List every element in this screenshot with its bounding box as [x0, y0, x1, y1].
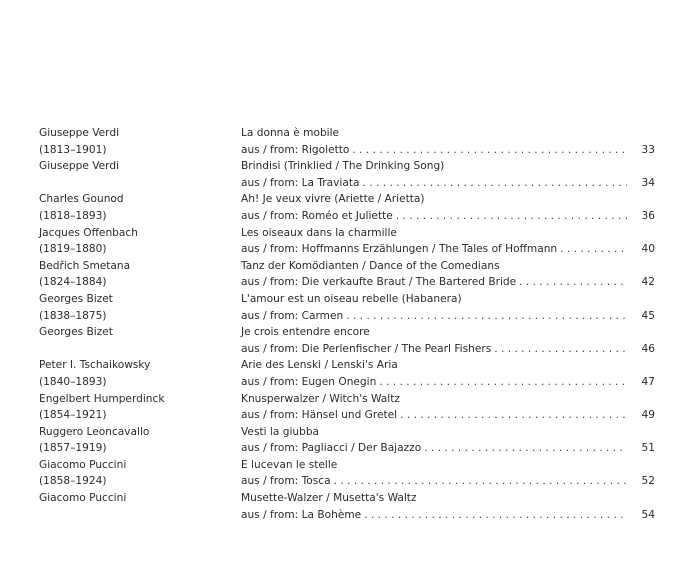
- composer: [39, 324, 234, 341]
- work: [241, 291, 655, 324]
- toc-entry: [39, 225, 655, 258]
- page-number: 36: [641, 209, 655, 222]
- work-title: Ah! Je veux vivre (Ariette / Arietta): [241, 193, 425, 206]
- work-title: Tanz der Komödianten / Dance of the Comedians: [241, 259, 500, 272]
- work-title: E lucevan le stelle: [241, 458, 338, 471]
- composer-name: Jacques Offenbach: [39, 226, 138, 239]
- composer-dates: (1838–1875): [39, 309, 107, 322]
- work: [241, 490, 655, 523]
- composer: [39, 457, 234, 490]
- work: [241, 357, 655, 390]
- composer-dates: (1857–1919): [39, 442, 107, 455]
- composer-dates: (1818–1893): [39, 209, 107, 222]
- work-title: La donna è mobile: [241, 127, 340, 139]
- dot-leader: [560, 241, 627, 258]
- toc-entry: [39, 424, 655, 457]
- dot-leader: [519, 274, 627, 291]
- toc-entry: [39, 258, 655, 291]
- work-source: aus / from: Die verkaufte Braut / The Bartered Bride: [241, 276, 517, 289]
- source-line: [241, 341, 655, 358]
- composer-name: Giacomo Puccini: [39, 458, 127, 471]
- table-of-contents: [39, 125, 655, 523]
- source-line: [241, 440, 655, 457]
- dot-leader: [364, 507, 627, 524]
- composer-name: Ruggero Leoncavallo: [39, 425, 150, 438]
- source-line: [241, 175, 655, 192]
- work: [241, 158, 655, 191]
- source-line: [241, 473, 655, 490]
- composer: [39, 291, 234, 324]
- work: [241, 424, 655, 457]
- dot-leader: [363, 175, 628, 192]
- dot-leader: [424, 440, 627, 457]
- composer: [39, 125, 234, 158]
- page-number: 42: [641, 276, 655, 289]
- composer-name: Engelbert Humperdinck: [39, 392, 165, 405]
- source-line: [241, 142, 655, 159]
- source-line: [241, 507, 655, 524]
- toc-entry: [39, 391, 655, 424]
- source-line: [241, 407, 655, 424]
- source-line: [241, 374, 655, 391]
- work-source: aus / from: Rigoletto: [241, 143, 350, 156]
- work: [241, 258, 655, 291]
- page-number: 40: [641, 243, 655, 256]
- work: [241, 391, 655, 424]
- source-line: [241, 241, 655, 258]
- dot-leader: [379, 374, 627, 391]
- work-source: aus / from: Carmen: [241, 309, 344, 322]
- composer-name: Georges Bizet: [39, 292, 113, 305]
- work-title: Brindisi (Trinklied / The Drinking Song): [241, 160, 445, 173]
- work-source: aus / from: Tosca: [241, 475, 331, 488]
- source-line: [241, 274, 655, 291]
- composer-name: Giacomo Puccini: [39, 492, 127, 505]
- work-title: Vesti la giubba: [241, 425, 320, 438]
- source-line: [241, 208, 655, 225]
- composer: [39, 258, 234, 291]
- dot-leader: [334, 473, 627, 490]
- work-title: Les oiseaux dans la charmille: [241, 226, 397, 239]
- work-source: aus / from: Hänsel und Gretel: [241, 409, 398, 422]
- work: [241, 457, 655, 490]
- composer-dates: (1813–1901): [39, 143, 107, 156]
- toc-entry: [39, 357, 655, 390]
- composer: [39, 357, 234, 390]
- work-title: Arie des Lenski / Lenski's Aria: [241, 359, 398, 372]
- page-number: 46: [641, 342, 655, 355]
- work: [241, 324, 655, 357]
- toc-entry: [39, 324, 655, 357]
- work-source: aus / from: Die Perlenfischer / The Pearl Fishers: [241, 342, 492, 355]
- work-source: aus / from: Eugen Onegin: [241, 375, 377, 388]
- composer: [39, 158, 234, 175]
- composer-name: Giuseppe Verdi: [39, 160, 120, 173]
- work: [241, 225, 655, 258]
- work-source: aus / from: Pagliacci / Der Bajazzo: [241, 442, 422, 455]
- work-title: Knusperwalzer / Witch's Waltz: [241, 392, 400, 405]
- page-number: 51: [641, 442, 655, 455]
- composer-name: Peter I. Tschaikowsky: [39, 359, 151, 372]
- composer: [39, 391, 234, 424]
- dot-leader: [494, 341, 627, 358]
- work: [241, 125, 655, 158]
- composer-dates: (1840–1893): [39, 375, 107, 388]
- work-title: L'amour est un oiseau rebelle (Habanera): [241, 292, 462, 305]
- page-number: 45: [641, 309, 655, 322]
- toc-entry: [39, 191, 655, 224]
- composer: [39, 424, 234, 457]
- page-number: 49: [641, 409, 655, 422]
- toc-entry: [39, 158, 655, 191]
- composer: [39, 191, 234, 224]
- composer: [39, 225, 234, 258]
- dot-leader: [346, 308, 627, 325]
- toc-entry: [39, 125, 655, 158]
- composer-name: Charles Gounod: [39, 193, 124, 206]
- composer: [39, 490, 234, 507]
- work-title: Je crois entendre encore: [241, 326, 370, 339]
- work-source: aus / from: La Bohème: [241, 508, 362, 521]
- work-source: aus / from: La Traviata: [241, 176, 360, 189]
- composer-dates: (1824–1884): [39, 276, 107, 289]
- toc-entry: [39, 457, 655, 490]
- work-source: aus / from: Roméo et Juliette: [241, 209, 393, 222]
- work-title: Musette-Walzer / Musetta's Waltz: [241, 492, 417, 505]
- composer-name: Bedřich Smetana: [39, 259, 131, 272]
- composer-dates: (1854–1921): [39, 409, 107, 422]
- dot-leader: [352, 142, 627, 159]
- page-number: 47: [641, 375, 655, 388]
- composer-name: Giuseppe Verdi: [39, 127, 120, 139]
- toc-entry: [39, 291, 655, 324]
- page-number: 54: [641, 508, 655, 521]
- dot-leader: [396, 208, 627, 225]
- page-number: 34: [641, 176, 655, 189]
- page-number: 52: [641, 475, 655, 488]
- work-source: aus / from: Hoffmanns Erzählungen / The Tales of Hoffmann: [241, 243, 558, 256]
- source-line: [241, 308, 655, 325]
- page-number: 33: [641, 143, 655, 156]
- composer-name: Georges Bizet: [39, 326, 113, 339]
- composer-dates: (1819–1880): [39, 243, 107, 256]
- toc-entry: [39, 490, 655, 523]
- dot-leader: [400, 407, 627, 424]
- composer-dates: (1858–1924): [39, 475, 107, 488]
- work: [241, 191, 655, 224]
